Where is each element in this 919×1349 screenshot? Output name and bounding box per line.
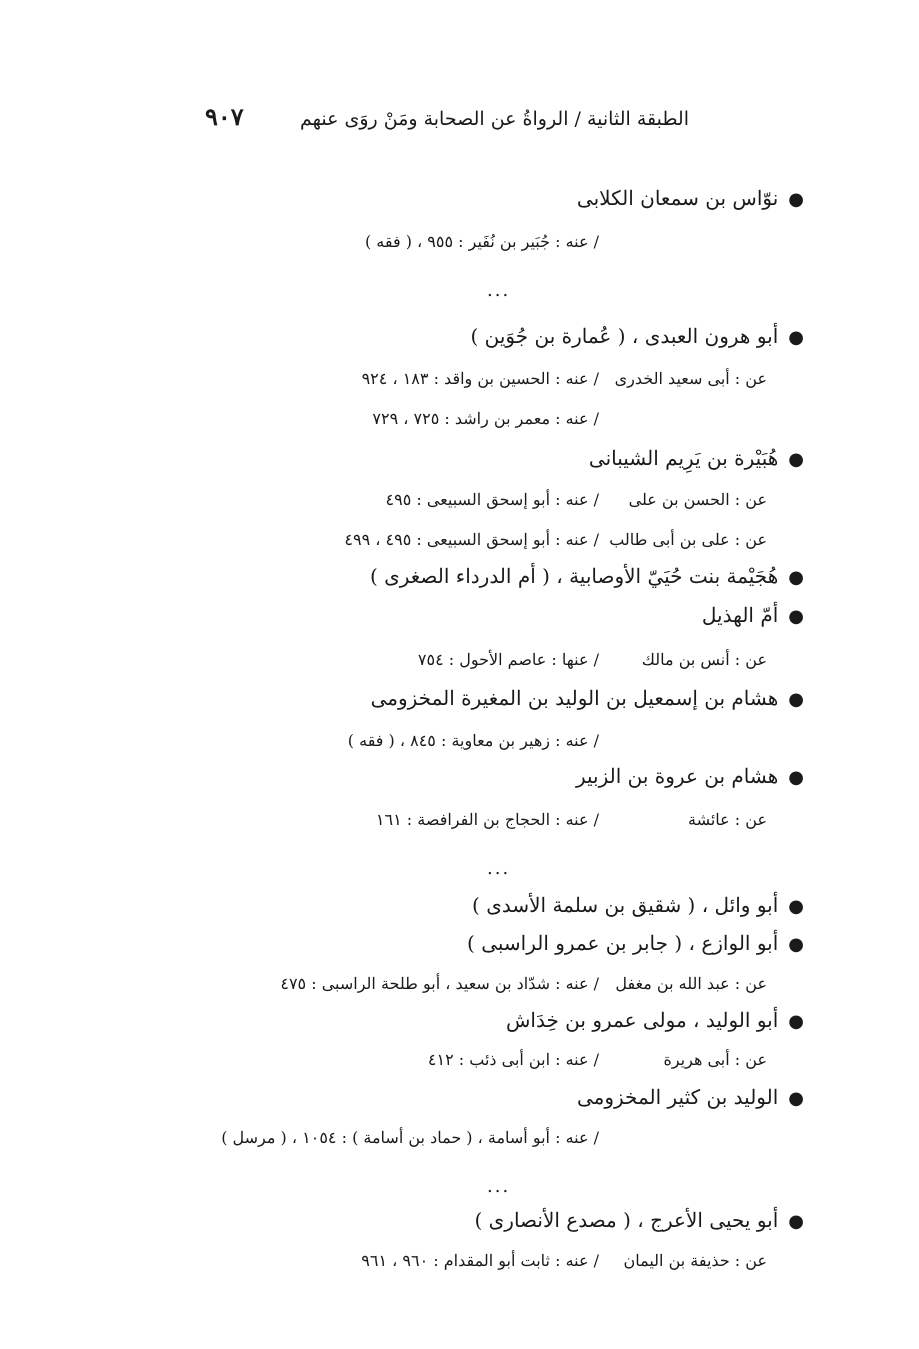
entry-name: ●نوّاس بن سمعان الكلابى: [576, 186, 804, 210]
entry-name: ●هشام بن إسمعيل بن الوليد بن المغيرة المخزومى: [370, 686, 804, 710]
source-line: عن : عبد الله بن مغفل: [615, 974, 767, 993]
source-line: عن : أبى سعيد الخدرى: [614, 369, 767, 388]
bullet-icon: ●: [788, 689, 804, 710]
bullet-icon: ●: [788, 189, 804, 210]
bullet-icon: ●: [788, 1211, 804, 1232]
entry-name: ●أبو يحيى الأعرج ، ( مصدع الأنصارى ): [474, 1208, 804, 1232]
transmitter-line: / عنه : معمر بن راشد : ٧٢٥ ، ٧٢٩: [372, 409, 599, 428]
entry-name: ●أبو وائل ، ( شقيق بن سلمة الأسدى ): [472, 893, 804, 917]
entry-name: ●هُبَيْرة بن يَرِيم الشيبانى: [588, 446, 804, 470]
bullet-icon: ●: [788, 567, 804, 588]
bullet-icon: ●: [788, 1088, 804, 1109]
transmitter-line: / عنه : الحسين بن واقد : ١٨٣ ، ٩٢٤: [361, 369, 599, 388]
transmitter-line: / عنه : أبو إسحق السبيعى : ٤٩٥: [385, 490, 599, 509]
running-title: الطبقة الثانية / الرواةُ عن الصحابة ومَنْ روَى عنهم: [299, 108, 689, 130]
entry-name: ●أمّ الهذيل: [701, 603, 804, 627]
entry-name: ●أبو الوليد ، مولى عمرو بن خِدَاش: [505, 1008, 804, 1032]
transmitter-line: / عنه : أبو أسامة ، ( حماد بن أسامة ) : ١٠٥٤ ، ( مرسل ): [221, 1128, 599, 1147]
section-separator: ...: [487, 280, 511, 301]
source-line: عن : الحسن بن على: [628, 490, 767, 509]
bullet-icon: ●: [788, 606, 804, 627]
entry-name: ●الوليد بن كثير المخزومى: [576, 1085, 804, 1109]
bullet-icon: ●: [788, 449, 804, 470]
bullet-icon: ●: [788, 896, 804, 917]
transmitter-line: / عنه : زهير بن معاوية : ٨٤٥ ، ( فقه ): [347, 731, 599, 750]
transmitter-line: / عنه : ابن أبى ذئب : ٤١٢: [427, 1050, 599, 1069]
entry-name: ●أبو الوازع ، ( جابر بن عمرو الراسبى ): [467, 931, 804, 955]
bullet-icon: ●: [788, 327, 804, 348]
transmitter-line: / عنه : شدّاد بن سعيد ، أبو طلحة الراسبى : ٤٧٥: [280, 974, 599, 993]
section-separator: ...: [487, 858, 511, 879]
entry-name: ●هشام بن عروة بن الزبير: [575, 764, 804, 788]
source-line: عن : حذيفة بن اليمان: [623, 1251, 767, 1270]
section-separator: ...: [487, 1176, 511, 1197]
transmitter-line: / عنه : أبو إسحق السبيعى : ٤٩٥ ، ٤٩٩: [344, 530, 599, 549]
bullet-icon: ●: [788, 767, 804, 788]
entry-name: ●هُجَيْمة بنت حُيَيّ الأوصابية ، ( أم الدرداء الصغرى ): [369, 564, 804, 588]
source-line: عن : أنس بن مالك: [641, 650, 767, 669]
source-line: عن : عائشة: [687, 810, 767, 829]
source-line: عن : على بن أبى طالب: [609, 530, 767, 549]
transmitter-line: / عنه : ثابت أبو المقدام : ٩٦٠ ، ٩٦١: [361, 1251, 599, 1270]
entry-name: ●أبو هرون العبدى ، ( عُمارة بن جُوَين ): [470, 324, 804, 348]
bullet-icon: ●: [788, 934, 804, 955]
bullet-icon: ●: [788, 1011, 804, 1032]
source-line: عن : أبى هريرة: [663, 1050, 767, 1069]
transmitter-line: / عنها : عاصم الأحول : ٧٥٤: [417, 650, 599, 669]
transmitter-line: / عنه : جُبَير بن نُفَير : ٩٥٥ ، ( فقه ): [364, 232, 599, 251]
page-number: ٩٠٧: [205, 102, 244, 131]
transmitter-line: / عنه : الحجاج بن الفرافصة : ١٦١: [375, 810, 599, 829]
